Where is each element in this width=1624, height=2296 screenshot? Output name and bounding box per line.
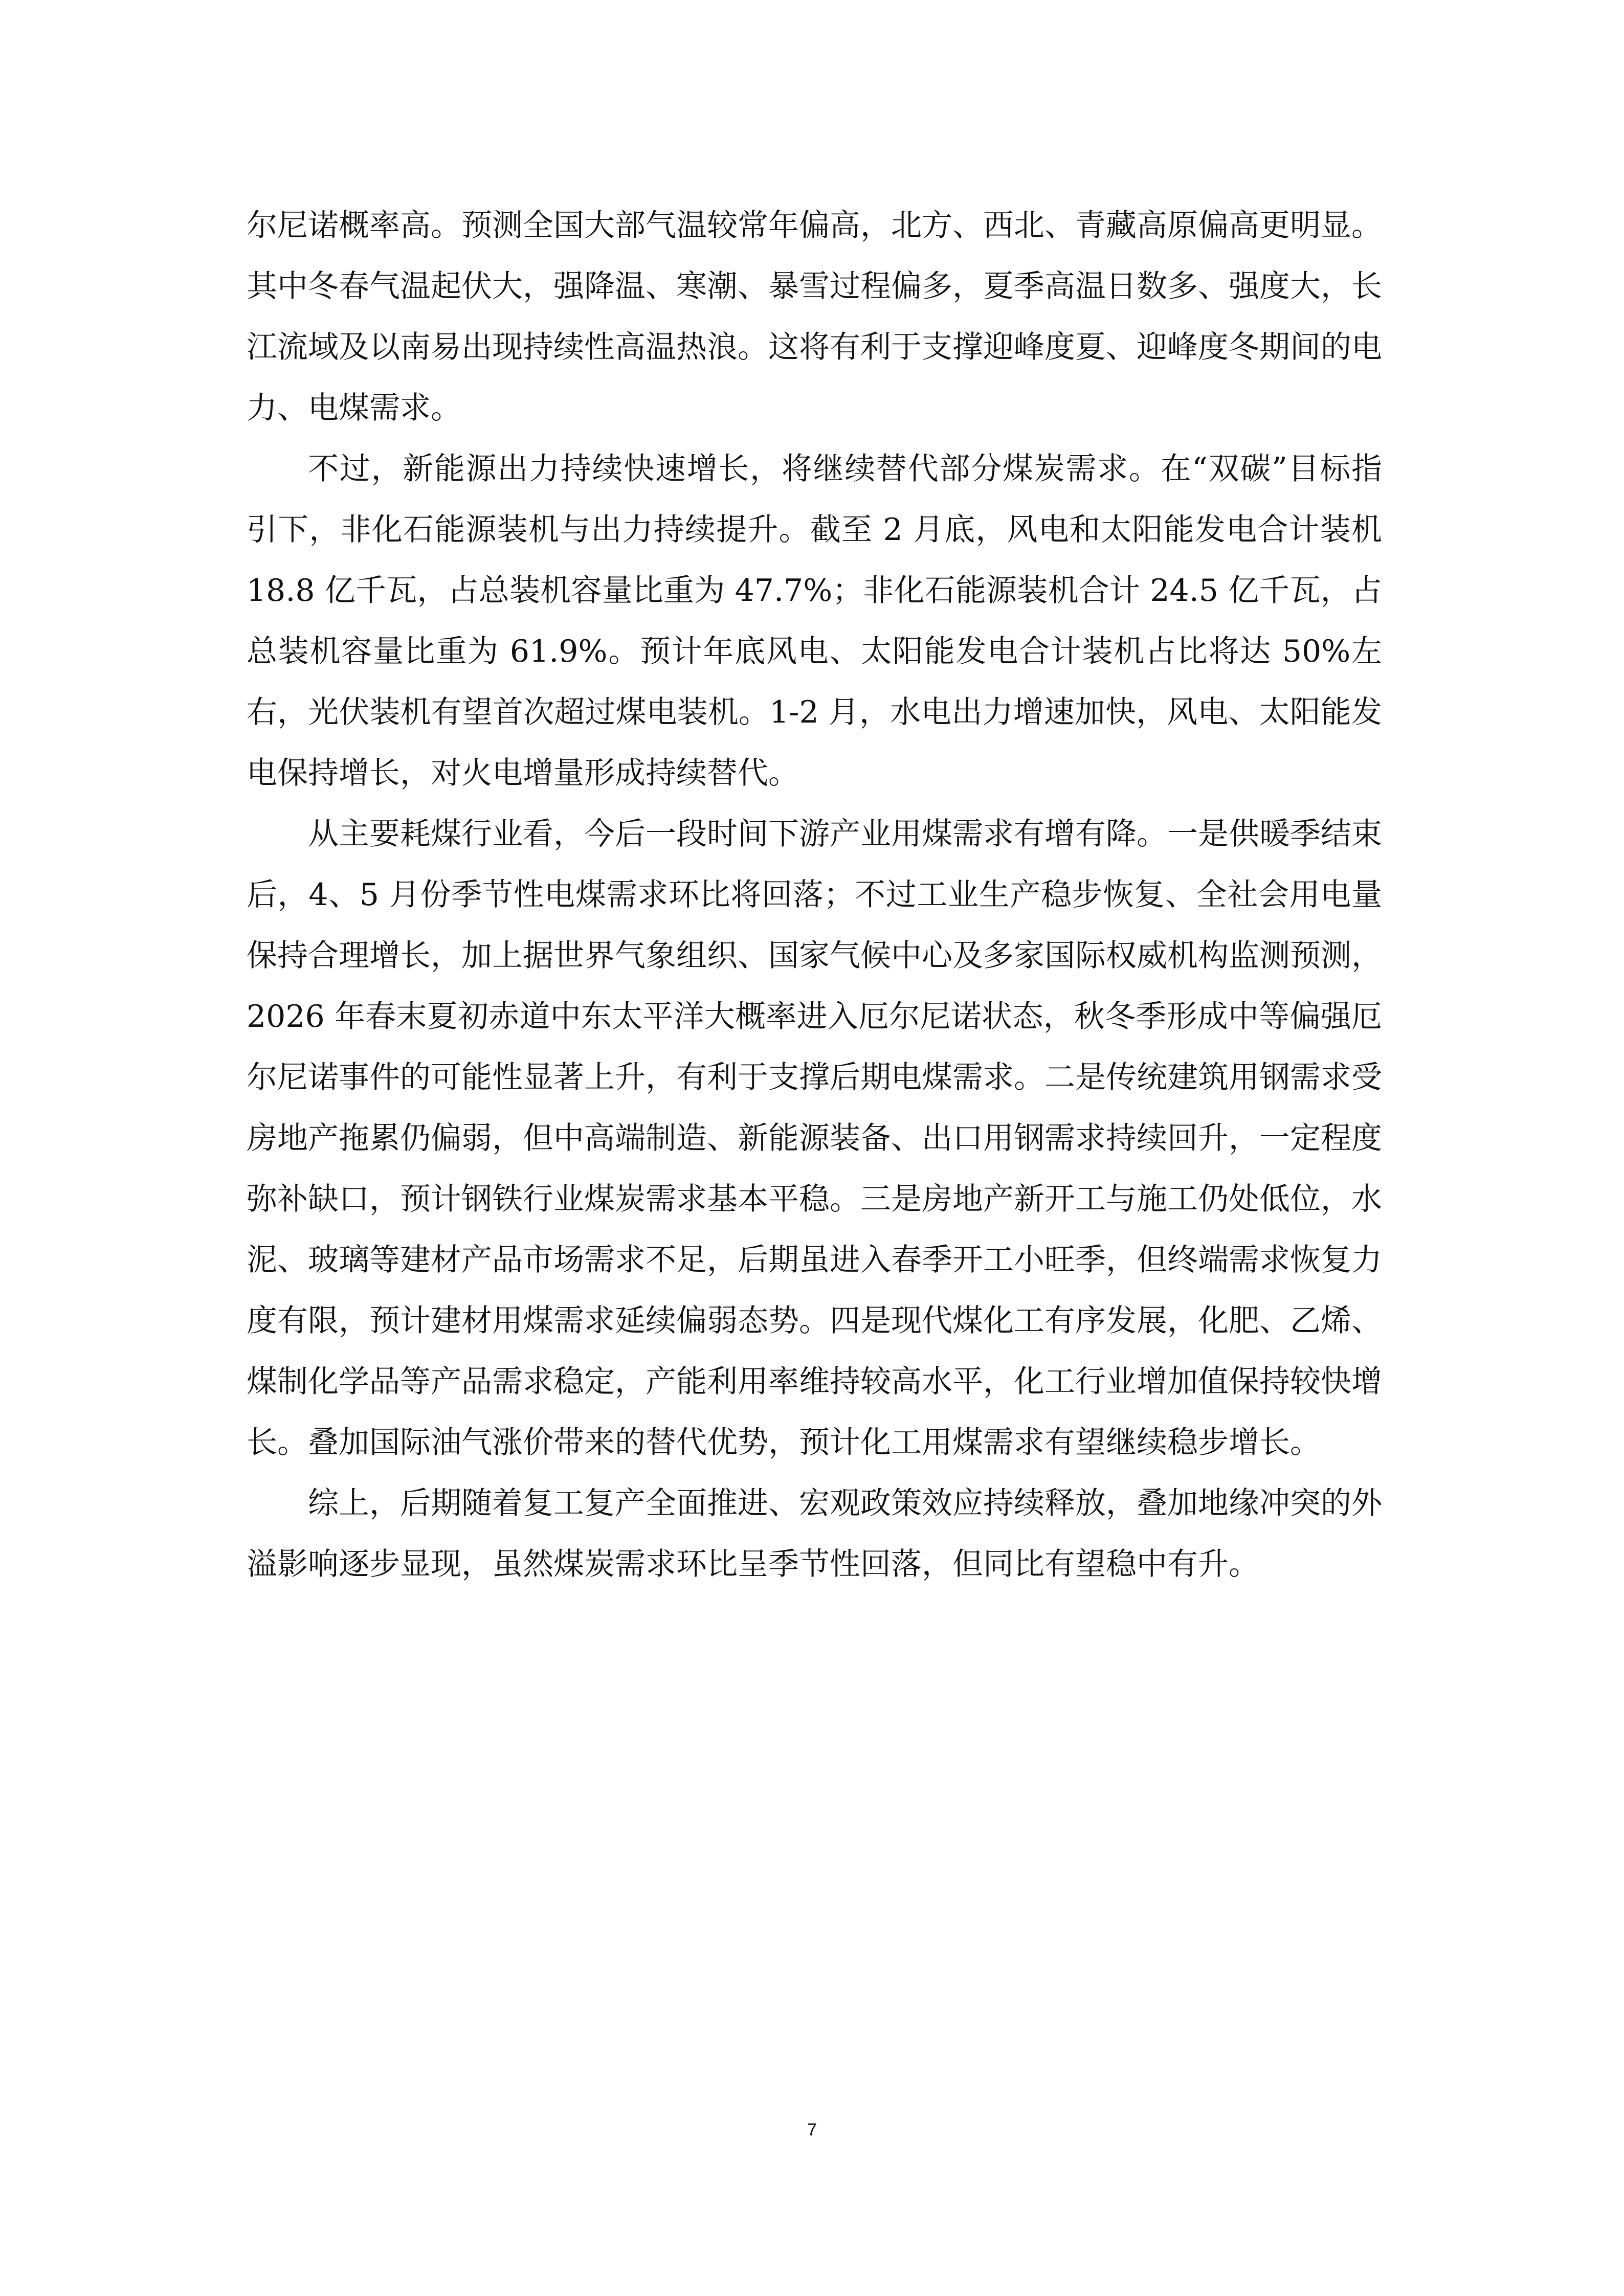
body-text bbox=[247, 195, 1382, 1595]
paragraph-summary: 综上，后期随着复工复产全面推进、宏观政策效应持续释放，叠加地缘冲突的外溢影响逐步显现，虽然煤炭需求环比呈季节性回落，但同比有望稳中有升。 bbox=[247, 1485, 1382, 1582]
paragraph-continued: 尔尼诺概率高。预测全国大部气温较常年偏高，北方、西北、青藏高原偏高更明显。其中冬春气温起伏大，强降温、寒潮、暴雪过程偏多，夏季高温日数多、强度大，长江流域及以南易出现持续性高温热浪。这将有利于支撑迎峰度夏、迎峰度冬期间的电力、电煤需求。 bbox=[247, 208, 1382, 426]
paragraph-industry-demand: 从主要耗煤行业看，今后一段时间下游产业用煤需求有增有降。一是供暖季结束后，4、5 月份季节性电煤需求环比将回落；不过工业生产稳步恢复、全社会用电量保持合理增长，加上据世界气象组织、国家气候中心及多家国际权威机构监测预测，2026 年春末夏初赤道中东太平洋大概率进入厄尔尼诺状态，秋冬季形成中等偏强厄尔尼诺事件的可能性显著上升，有利于支撑后期电煤需求。二是传统建筑用钢需求受房地产拖累仍偏弱，但中高端制造、新能源装备、出口用钢需求持续回升，一定程度弥补缺口，预计钢铁行业煤炭需求基本平稳。三是房地产新开工与施工仍处低位，水泥、玻璃等建材产品市场需求不足，后期虽进入春季开工小旺季，但终端需求恢复力度有限，预计建材用煤需求延续偏弱态势。四是现代煤化工有序发展，化肥、乙烯、煤制化学品等产品需求稳定，产能利用率维持较高水平，化工行业增加值保持较快增长。叠加国际油气涨价带来的替代优势，预计化工用煤需求有望继续稳步增长。 bbox=[247, 816, 1382, 1460]
paragraph-new-energy: 不过，新能源出力持续快速增长，将继续替代部分煤炭需求。在“双碳”目标指引下，非化石能源装机与出力持续提升。截至 2 月底，风电和太阳能发电合计装机 18.8 亿千瓦，占总装机容量比重为 47.7%；非化石能源装机合计 24.5 亿千瓦，占总装机容量比重为 61.9%。预计年底风电、太阳能发电合计装机占比将达 50%左右，光伏装机有望首次超过煤电装机。1-2 月，水电出力增速加快，风电、太阳能发电保持增长，对火电增量形成持续替代。 bbox=[247, 451, 1382, 791]
page-number: 7 bbox=[807, 2120, 817, 2140]
